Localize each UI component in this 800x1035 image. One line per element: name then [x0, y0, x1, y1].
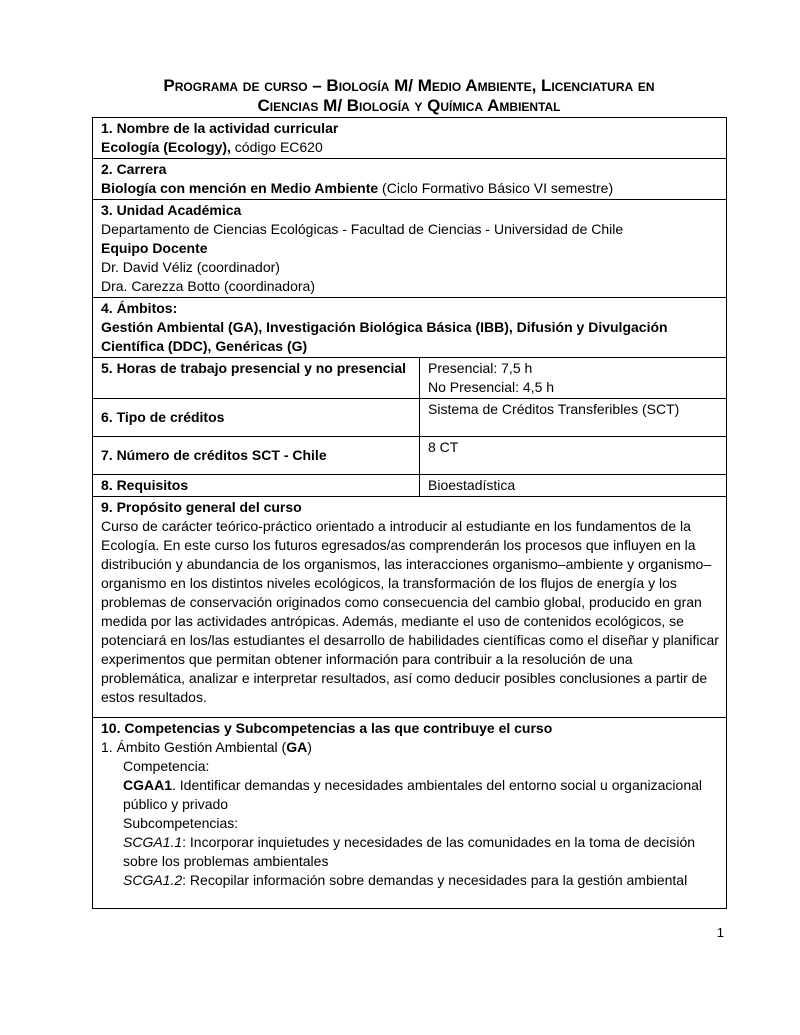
- competencia-cgaa1: [101, 776, 720, 814]
- section-10-cell: [93, 718, 727, 909]
- section-6-row: [93, 399, 727, 437]
- section-7-value: 8 CT: [420, 437, 727, 475]
- section-3-cell: [93, 200, 727, 298]
- title-line-1: Programa de curso – Biología M/ Medio Ambiente, Licenciatura en: [163, 76, 655, 95]
- section-7-heading: 7. Número de créditos SCT - Chile: [93, 437, 420, 475]
- section-3-row: [93, 200, 727, 298]
- teacher-2: Dra. Carezza Botto (coordinadora): [101, 278, 315, 294]
- section-9-row: [93, 497, 727, 718]
- section-9-cell: [93, 497, 727, 718]
- career-cycle: (Ciclo Formativo Básico VI semestre): [378, 180, 614, 196]
- area-prefix: 1. Ámbito Gestión Ambiental (: [101, 739, 287, 755]
- section-4-cell: [93, 298, 727, 358]
- course-purpose: Curso de carácter teórico-práctico orientado a introducir al estudiante en los fundamentos de la Ecología. En este curso los futuros egresados/as comprenderán los procesos que influyen en la distribución y abundancia de los organismos, las interacciones organismo–ambiente y organismo–organismo en los distintos niveles ecológicos, la transformación de los flujos de energía y los problemas de conservación originados como consecuencia del cambio global, producido en gran medida por las actividades antrópicas. Además, mediante el uso de contenidos ecológicos, se potenciará en los/las estudiantes el desarrollo de habilidades científicas como el diseñar y planificar experimentos que permitan obtener información para contribuir a la resolución de una problemática, analizar e interpretar resultados, así como deducir posibles conclusiones a partir de estos resultados.: [101, 518, 719, 705]
- section-3-heading: 3. Unidad Académica: [101, 202, 242, 218]
- comp-text: . Identificar demandas y necesidades ambientales del entorno social u organizacional público y privado: [123, 777, 703, 812]
- section-8-heading: 8. Requisitos: [93, 475, 420, 497]
- section-10-row: [93, 718, 727, 909]
- section-1-row: [93, 118, 727, 159]
- comp-code: CGAA1: [123, 777, 173, 793]
- teacher-1: Dr. David Véliz (coordinador): [101, 259, 280, 275]
- area-code: GA: [286, 739, 308, 755]
- subcompetencia-2: [101, 871, 720, 890]
- team-heading: Equipo Docente: [101, 240, 208, 256]
- career: [101, 179, 720, 198]
- hours-presencial: Presencial: 7,5 h: [428, 360, 533, 376]
- section-6-value: Sistema de Créditos Transferibles (SCT): [420, 399, 727, 437]
- section-9-heading: 9. Propósito general del curso: [101, 499, 302, 515]
- course-name: [101, 138, 720, 157]
- section-10-heading: 10. Competencias y Subcompetencias a las que contribuye el curso: [101, 720, 553, 736]
- page-title: [92, 76, 726, 116]
- section-4-row: [93, 298, 727, 358]
- competencia-label: Competencia:: [123, 758, 210, 774]
- area-suffix: ): [307, 739, 312, 755]
- course-name-bold: Ecología (Ecology),: [101, 139, 231, 155]
- career-bold: Biología con mención en Medio Ambiente: [101, 180, 379, 196]
- title-line-2: Ciencias M/ Biología y Química Ambiental: [257, 96, 561, 115]
- academic-unit: Departamento de Ciencias Ecológicas - Facultad de Ciencias - Universidad de Chile: [101, 221, 624, 237]
- sub1-code: SCGA1.1: [123, 834, 183, 850]
- subcompetencias-label: Subcompetencias:: [123, 815, 239, 831]
- section-8-row: [93, 475, 727, 497]
- section-1-heading: 1. Nombre de la actividad curricular: [101, 120, 339, 136]
- sub2-code: SCGA1.2: [123, 872, 183, 888]
- section-5-heading: 5. Horas de trabajo presencial y no presencial: [93, 358, 420, 399]
- section-6-heading: 6. Tipo de créditos: [93, 399, 420, 437]
- sub1-text: : Incorporar inquietudes y necesidades de las comunidades en la toma de decisión sobre los problemas ambientales: [123, 834, 696, 869]
- areas: Gestión Ambiental (GA), Investigación Biológica Básica (IBB), Difusión y Divulgación Científica (DDC), Genéricas (G): [101, 319, 668, 354]
- section-5-values: [420, 358, 727, 399]
- sub2-text: : Recopilar información sobre demandas y necesidades para la gestión ambiental: [182, 872, 688, 888]
- course-code: código EC620: [230, 139, 323, 155]
- subcompetencia-1: [101, 833, 720, 871]
- section-7-row: [93, 437, 727, 475]
- section-8-value: Bioestadística: [420, 475, 727, 497]
- section-2-row: [93, 159, 727, 200]
- hours-no-presencial: No Presencial: 4,5 h: [428, 379, 555, 395]
- section-2-heading: 2. Carrera: [101, 161, 167, 177]
- section-1-cell: [93, 118, 727, 159]
- area-ga: [101, 738, 720, 757]
- page-number: 1: [716, 925, 724, 940]
- section-4-heading: 4. Ámbitos:: [101, 300, 178, 316]
- section-2-cell: [93, 159, 727, 200]
- course-program-table: [92, 117, 727, 909]
- section-5-row: [93, 358, 727, 399]
